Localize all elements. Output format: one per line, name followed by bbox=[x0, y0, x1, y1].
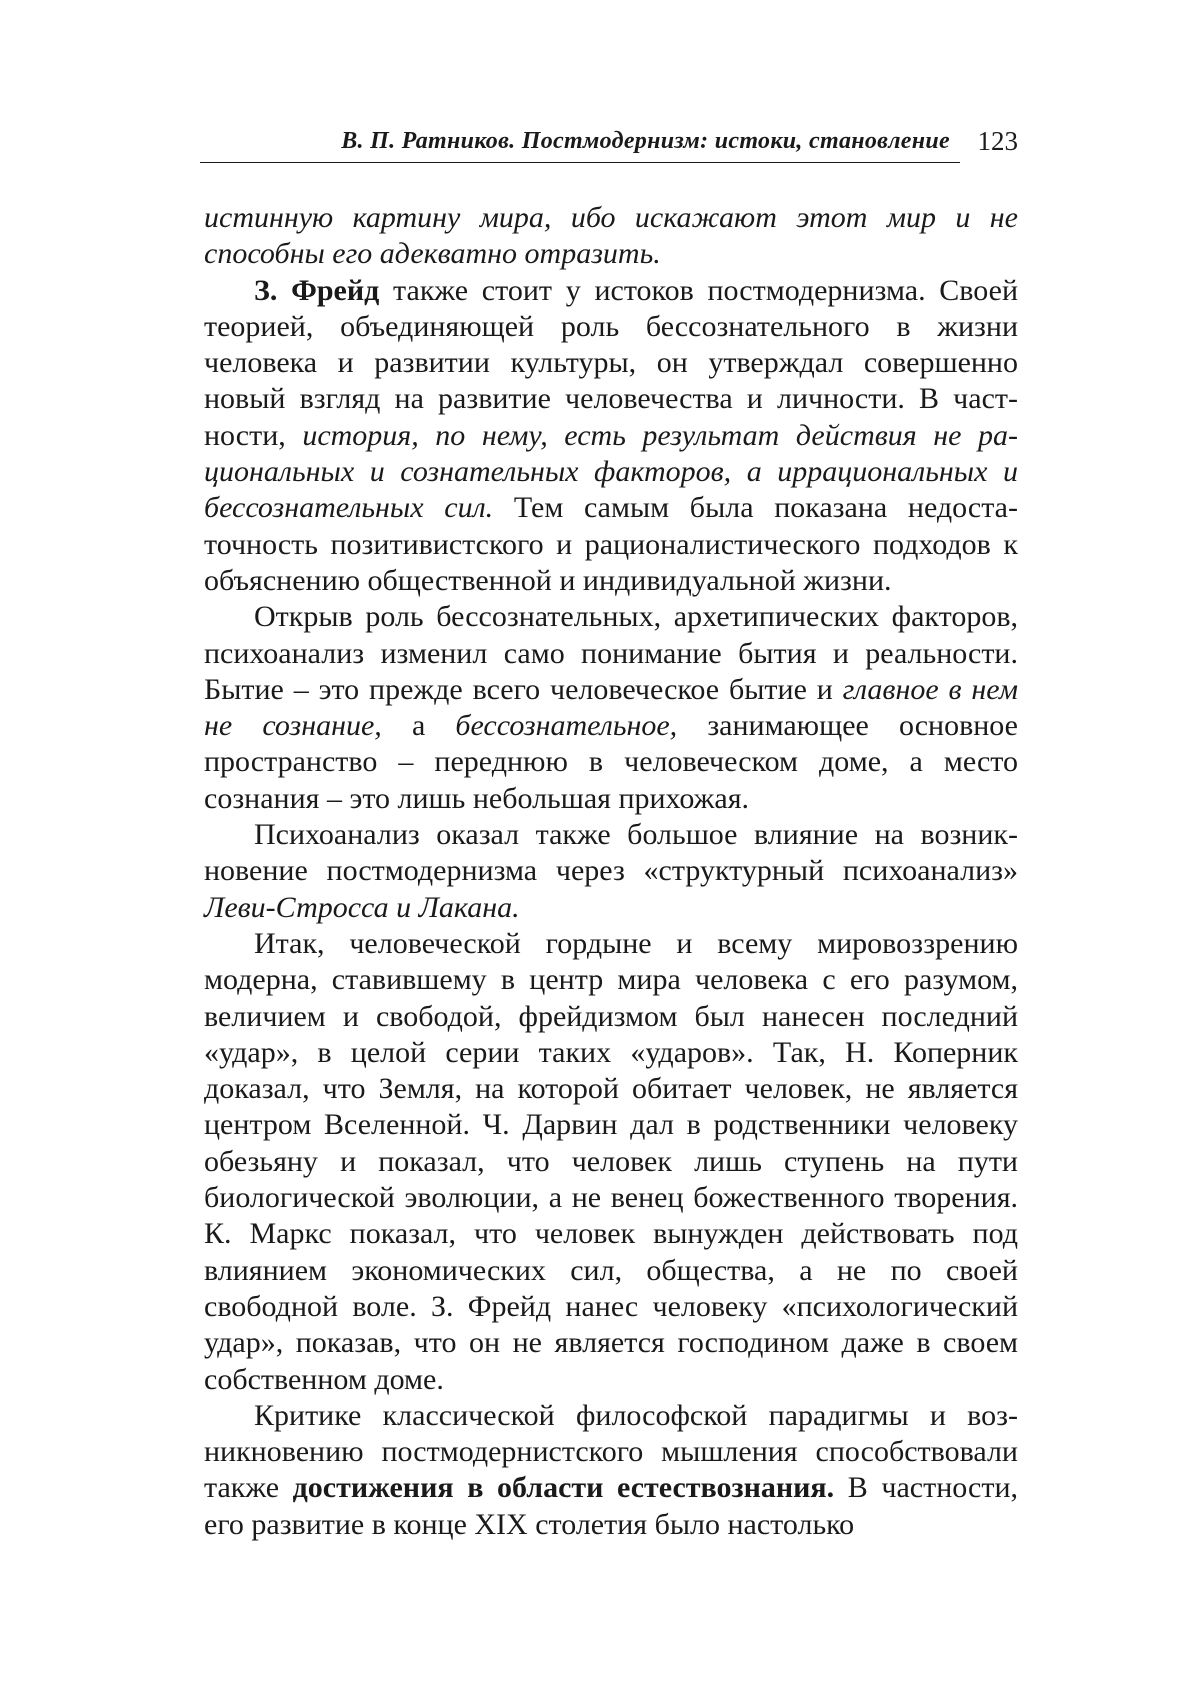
paragraph-4 bbox=[204, 817, 1018, 926]
body-text bbox=[204, 200, 1018, 1543]
text-segment: занимающее основное пространство – переднюю в человеческом доме, а место сознания – это лишь небольшая прихожая. bbox=[204, 709, 1018, 815]
text-segment: Критике классической философской парадигмы и возникновению постмодернистского мышления способствовали также bbox=[204, 1398, 1018, 1505]
text-segment: Леви-Стросса и Лакана. bbox=[204, 890, 520, 924]
paragraph-1 bbox=[204, 200, 1018, 273]
text-segment: З. Фрейд bbox=[254, 273, 380, 307]
text-segment: история, по нему, есть результат действия не рациональных и сознательных факторов, а иррациональных и бессознательных сил. bbox=[204, 418, 1018, 525]
text-segment: В частности, его развитие в конце XIX столетия было настолько bbox=[204, 1471, 1019, 1541]
text-segment: бессознательное, bbox=[455, 709, 678, 743]
page-number: 123 bbox=[977, 126, 1018, 156]
paragraph-2 bbox=[204, 273, 1018, 600]
text-segment: Тем самым была показана недостаточность позитивистского и рационалистического подходов к объяснению общественной и индивидуальной жизни. bbox=[204, 491, 1018, 597]
header-rule bbox=[200, 162, 960, 163]
text-segment: Психоанализ оказал также большое влияние на возникновение постмодернизма через «структурный психоанализ» bbox=[204, 818, 1018, 888]
running-title: В. П. Ратников. Постмодернизм: истоки, становление bbox=[341, 128, 950, 154]
text-segment: Открыв роль бессознательных, архетипических факторов, психоанализ изменил само понимание бытия и реальности. Бытие – это прежде всего человеческое бытие и bbox=[204, 600, 1018, 706]
running-header bbox=[200, 118, 1018, 168]
text-segment: достижения в области естествознания. bbox=[292, 1471, 835, 1505]
text-segment: Итак, человеческой гордыне и всему мировоззрению модерна, ставившему в центр мира человека с его разумом, величием и свободой, фрейдизмом был нанесен последний «удар», в целой серии таких «ударов». Так, Н. Коперник доказал, что Земля, на которой обитает человек, не является центром Вселенной. Ч. Дарвин дал в родственники человеку обезьяну и показал, что человек лишь ступень на пути биологической эволюции, а не венец божественного творения. К. Маркс показал, что человек вынужден действовать под влиянием экономических сил, общества, а не по своей свободной воле. З. Фрейд нанес человеку «психологический удар», показав, что он не является господином даже в своем собственном доме. bbox=[204, 926, 1018, 1396]
text-segment: главное в нем не сознание, bbox=[204, 672, 1018, 743]
paragraph-3 bbox=[204, 599, 1018, 817]
paragraph-6 bbox=[204, 1398, 1018, 1543]
text-segment: а bbox=[381, 709, 456, 743]
text-segment: также стоит у истоков постмодернизма. Своей теорией, объединяющей роль бессознательного в жизни человека и развитии культуры, он утверждал совершенно новый взгляд на развитие человечества и личности. В частности, bbox=[204, 273, 1019, 452]
text-segment: истинную картину мира, ибо искажают этот мир и не способны его адекватно отразить. bbox=[204, 201, 1018, 271]
paragraph-5 bbox=[204, 926, 1018, 1398]
